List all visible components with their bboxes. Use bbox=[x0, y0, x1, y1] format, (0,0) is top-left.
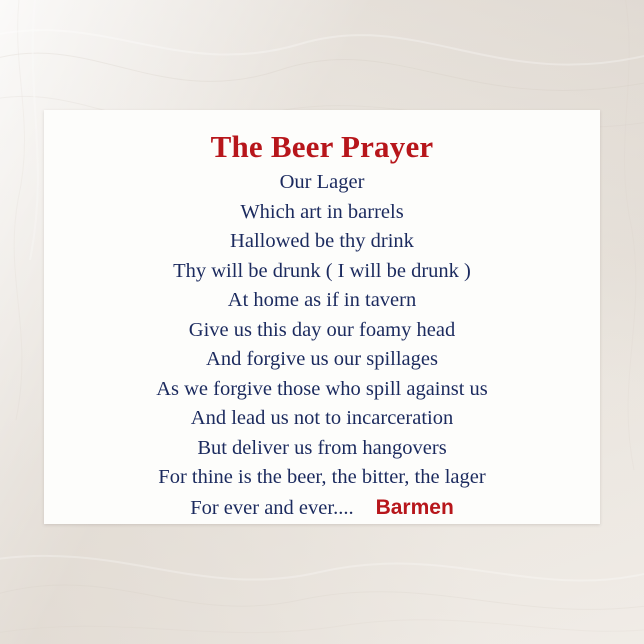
prayer-line: But deliver us from hangovers bbox=[197, 436, 447, 459]
prayer-line: Which art in barrels bbox=[240, 200, 404, 223]
prayer-line: Give us this day our foamy head bbox=[188, 318, 456, 341]
prayer-body bbox=[44, 168, 600, 523]
prayer-line: As we forgive those who spill against us bbox=[156, 377, 488, 400]
prayer-line: Our Lager bbox=[279, 171, 365, 193]
signature-barmen: Barmen bbox=[375, 495, 454, 519]
prayer-line: Thy will be drunk ( I will be drunk ) bbox=[173, 259, 471, 282]
prayer-line: And forgive us our spillages bbox=[206, 348, 438, 370]
page-title: The Beer Prayer bbox=[210, 129, 434, 164]
prayer-line: At home as if in tavern bbox=[227, 289, 417, 311]
prayer-line: For thine is the beer, the bitter, the lager bbox=[158, 466, 486, 488]
prayer-line: And lead us not to incarceration bbox=[190, 407, 454, 429]
closing-text: For ever and ever.... bbox=[190, 496, 354, 519]
postcard bbox=[44, 110, 600, 524]
prayer-line: Hallowed be thy drink bbox=[230, 230, 414, 252]
postcard-content bbox=[44, 128, 600, 523]
prayer-closing-line bbox=[44, 493, 600, 524]
